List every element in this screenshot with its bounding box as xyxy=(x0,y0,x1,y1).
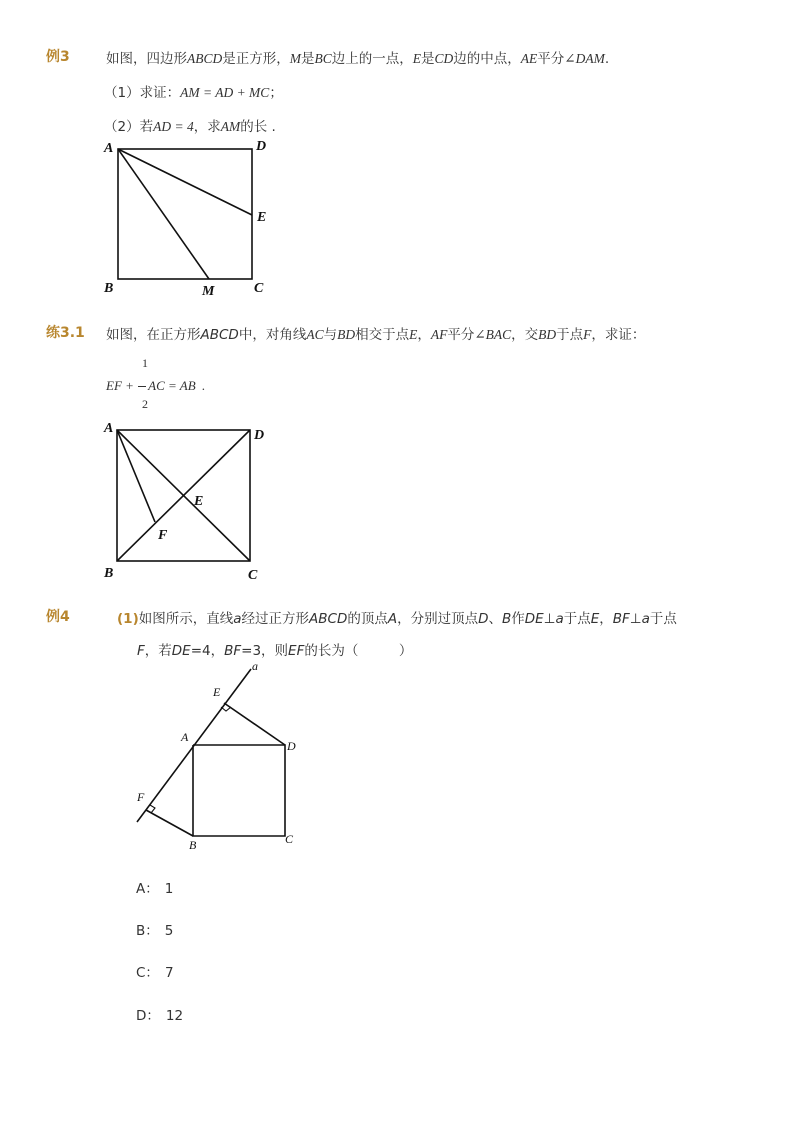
text: 作 xyxy=(511,611,525,627)
text: 是 xyxy=(421,51,435,67)
math: B xyxy=(502,611,512,627)
math: BF xyxy=(224,643,242,659)
option-d[interactable] xyxy=(136,1004,183,1024)
option-key: D： xyxy=(136,1008,160,1024)
text: ，分别过顶点 xyxy=(397,611,479,627)
label-b: B xyxy=(189,838,197,852)
text: ，交 xyxy=(511,327,539,343)
text: （2）若 xyxy=(104,119,154,135)
math: ∠BAC xyxy=(474,327,512,342)
math: E xyxy=(409,327,418,342)
text: 如图所示，直线 xyxy=(138,611,234,627)
math: BF xyxy=(612,611,630,627)
math: a xyxy=(233,611,242,627)
math: a xyxy=(555,611,564,627)
text: 的长为（ ） xyxy=(304,643,413,659)
text: ， xyxy=(417,327,431,343)
math: EF xyxy=(288,643,305,659)
math: a xyxy=(641,611,650,627)
math: D xyxy=(478,611,489,627)
text: . xyxy=(604,51,610,67)
math: ABCD xyxy=(187,51,223,66)
math: AE xyxy=(520,51,538,66)
option-b[interactable] xyxy=(136,919,173,939)
label-d: D xyxy=(256,139,267,154)
math: AM xyxy=(220,119,241,134)
label-b: B xyxy=(104,281,114,296)
segment-de xyxy=(224,703,285,745)
text: 边上的一点， xyxy=(331,51,413,67)
text: 经过正方形 xyxy=(241,611,310,627)
text: ⊥ xyxy=(629,611,642,627)
example-3-tag: 例3 xyxy=(46,49,70,65)
math: ABCD xyxy=(309,611,348,627)
label-f: F xyxy=(137,790,145,804)
math: ABCD xyxy=(200,327,239,343)
label-e: E xyxy=(257,210,267,225)
text: =3，则 xyxy=(241,643,289,659)
option-value: 1 xyxy=(164,881,174,897)
text: ； xyxy=(269,85,283,101)
math: DE xyxy=(524,611,544,627)
label-a: A xyxy=(181,730,189,744)
option-key: C： xyxy=(136,965,159,981)
text: ，求证： xyxy=(591,327,646,343)
math: AF xyxy=(430,327,448,342)
math: EF + xyxy=(106,378,138,393)
math: M xyxy=(289,51,301,66)
label-d: D xyxy=(287,739,296,753)
option-c[interactable] xyxy=(136,961,174,981)
text: 于点 xyxy=(563,611,591,627)
math: BD xyxy=(337,327,356,342)
right-angle-mark-e xyxy=(221,707,231,711)
text: 是正方形， xyxy=(222,51,290,67)
text: 的长 . xyxy=(240,119,276,135)
text: 平分 xyxy=(537,51,565,67)
text: 于点 xyxy=(649,611,677,627)
practice-3-1-tag: 练3.1 xyxy=(46,325,85,341)
label-b: B xyxy=(104,566,114,581)
text: 、 xyxy=(488,611,502,627)
math: AD = 4 xyxy=(153,119,194,134)
option-a[interactable] xyxy=(136,877,173,897)
text: ，若 xyxy=(144,643,172,659)
fraction-numerator: 1 xyxy=(142,356,148,370)
text: 平分 xyxy=(447,327,475,343)
text: 边的中点， xyxy=(453,51,521,67)
example-4-tag: 例4 xyxy=(46,609,70,625)
option-value: 12 xyxy=(165,1008,184,1024)
text: 的顶点 xyxy=(347,611,388,627)
label-c: C xyxy=(285,832,294,846)
option-value: 7 xyxy=(164,965,174,981)
square-abcd xyxy=(193,745,285,836)
text: 相交于点 xyxy=(355,327,410,343)
label-a: A xyxy=(104,421,114,436)
text: 如图，在正方形 xyxy=(106,327,201,343)
text: =4， xyxy=(190,643,225,659)
option-key: B： xyxy=(136,923,159,939)
text: （1）求证： xyxy=(104,85,181,101)
math: CD xyxy=(434,51,454,66)
label-e: E xyxy=(194,494,204,509)
option-key: A： xyxy=(136,881,159,897)
label-a-line: a xyxy=(252,659,258,673)
text: 于点 xyxy=(556,327,584,343)
math: AM = AD + MC xyxy=(180,85,270,100)
math: ∠DAM xyxy=(564,51,605,66)
math: BD xyxy=(538,327,557,342)
question-number: (1) xyxy=(117,611,139,627)
text: . xyxy=(201,378,205,393)
math: A xyxy=(387,611,398,627)
label-c: C xyxy=(248,568,258,583)
option-value: 5 xyxy=(164,923,174,939)
text: ， xyxy=(599,611,613,627)
label-f: F xyxy=(158,528,168,543)
text: 是 xyxy=(301,51,315,67)
math: E xyxy=(590,611,600,627)
math: DE xyxy=(171,643,191,659)
text: 中，对角线 xyxy=(238,327,307,343)
math: F xyxy=(583,327,592,342)
label-a: A xyxy=(104,141,114,156)
label-m: M xyxy=(202,284,215,299)
text: ⊥ xyxy=(543,611,556,627)
label-c: C xyxy=(254,281,264,296)
math: AC = AB xyxy=(148,378,196,393)
math: E xyxy=(412,51,422,66)
math: AC xyxy=(306,327,324,342)
segment-bf xyxy=(146,810,193,836)
math: F xyxy=(137,643,145,659)
label-d: D xyxy=(254,428,265,443)
text: 与 xyxy=(323,327,338,343)
text: 如图，四边形 xyxy=(106,51,187,67)
math: BC xyxy=(314,51,332,66)
label-e: E xyxy=(213,685,221,699)
fraction-denominator: 2 xyxy=(142,397,148,411)
text: ，求 xyxy=(193,119,221,135)
